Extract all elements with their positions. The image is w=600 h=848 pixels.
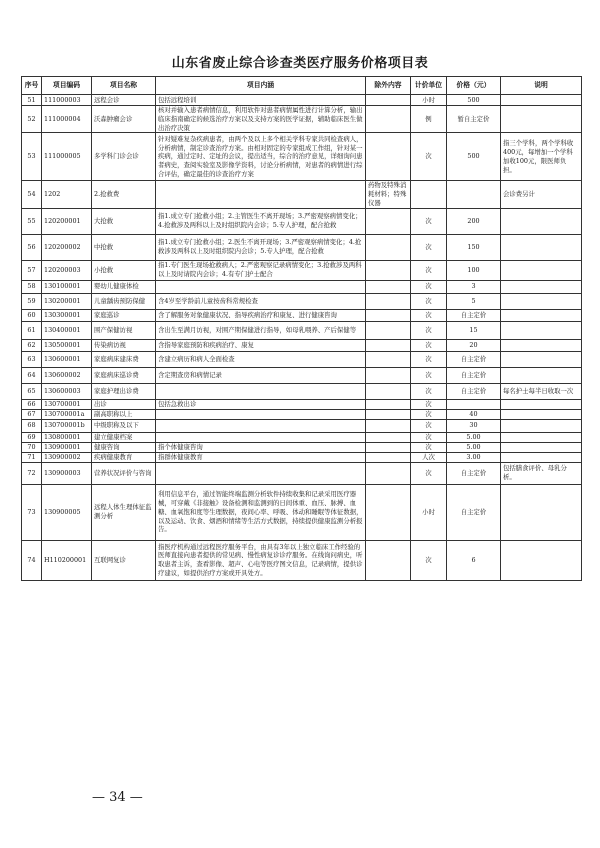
cell-price: 150 (447, 234, 501, 260)
cell-code: 111000004 (42, 106, 92, 133)
cell-content (156, 432, 366, 442)
cell-note (501, 540, 582, 580)
cell-unit: 小时 (411, 484, 447, 540)
cell-seq: 73 (22, 484, 42, 540)
cell-seq: 55 (22, 208, 42, 234)
cell-name: 营养状况评价与咨询 (92, 462, 156, 484)
header-name: 项目名称 (92, 77, 156, 95)
table-row (22, 106, 582, 133)
cell-code: 130700001a (42, 409, 92, 419)
cell-code: 130700001 (42, 399, 92, 409)
cell-unit (411, 181, 447, 208)
cell-seq: 54 (22, 181, 42, 208)
cell-code: 120200001 (42, 208, 92, 234)
cell-content: 含定期查房和病情记录 (156, 367, 366, 383)
header-unit: 计价单位 (411, 77, 447, 95)
cell-code: 130900005 (42, 484, 92, 540)
cell-content (156, 181, 366, 208)
cell-name: 沃森肿瘤会诊 (92, 106, 156, 133)
cell-seq: 67 (22, 409, 42, 419)
cell-code: 130100001 (42, 280, 92, 293)
cell-excluded (366, 442, 411, 452)
cell-code: 130400001 (42, 321, 92, 339)
table-row (22, 399, 582, 409)
cell-seq: 58 (22, 280, 42, 293)
table-row (22, 452, 582, 462)
table-row (22, 280, 582, 293)
table-row (22, 409, 582, 419)
table-row (22, 260, 582, 280)
cell-unit: 次 (411, 339, 447, 351)
cell-excluded: 药物及特殊消耗材料；特殊仪器 (366, 181, 411, 208)
cell-seq: 68 (22, 419, 42, 432)
cell-note (501, 442, 582, 452)
cell-note (501, 484, 582, 540)
cell-code: 130600003 (42, 383, 92, 399)
cell-price: 自主定价 (447, 484, 501, 540)
header-price: 价格（元） (447, 77, 501, 95)
cell-unit: 次 (411, 442, 447, 452)
cell-content: 包括急救出诊 (156, 399, 366, 409)
cell-unit: 次 (411, 351, 447, 367)
cell-price: 自主定价 (447, 351, 501, 367)
cell-seq: 71 (22, 452, 42, 462)
cell-excluded (366, 383, 411, 399)
header-code: 项目编码 (42, 77, 92, 95)
cell-excluded (366, 351, 411, 367)
cell-note (501, 95, 582, 106)
table-row (22, 133, 582, 181)
price-table (21, 76, 582, 581)
cell-content: 含了解服务对象健康状况、指导疾病治疗和康复、进行健康咨询 (156, 309, 366, 321)
cell-excluded (366, 280, 411, 293)
cell-price: 6 (447, 540, 501, 580)
cell-code: 130700001b (42, 419, 92, 432)
cell-name: 家庭巡诊 (92, 309, 156, 321)
cell-seq: 72 (22, 462, 42, 484)
cell-code: 130300001 (42, 309, 92, 321)
cell-note (501, 208, 582, 234)
cell-price: 500 (447, 133, 501, 181)
cell-excluded (366, 540, 411, 580)
cell-seq: 66 (22, 399, 42, 409)
cell-excluded (366, 309, 411, 321)
cell-excluded (366, 321, 411, 339)
cell-unit: 次 (411, 234, 447, 260)
cell-note (501, 367, 582, 383)
cell-content: 核对并输入患者病情信息，利用软件对患者病情属性进行计算分析，输出临床指南确定的候选治疗方案以及支持方案的医学证据，辅助临床医生做出治疗决策 (156, 106, 366, 133)
cell-excluded (366, 106, 411, 133)
cell-excluded (366, 260, 411, 280)
cell-note (501, 321, 582, 339)
cell-unit: 次 (411, 309, 447, 321)
cell-name: 传染病访视 (92, 339, 156, 351)
cell-unit: 次 (411, 432, 447, 442)
cell-code: 130500001 (42, 339, 92, 351)
cell-content (156, 383, 366, 399)
cell-excluded (366, 399, 411, 409)
cell-unit: 次 (411, 208, 447, 234)
cell-name: 出诊 (92, 399, 156, 409)
cell-note: 指三个学科，两个学科收400元，每增加一个学科加收100元，限医师负担。 (501, 133, 582, 181)
cell-price: 15 (447, 321, 501, 339)
cell-content (156, 280, 366, 293)
cell-note (501, 339, 582, 351)
cell-code: 120200003 (42, 260, 92, 280)
cell-price: 5.00 (447, 432, 501, 442)
cell-note (501, 351, 582, 367)
cell-seq: 69 (22, 432, 42, 442)
cell-content: 指1.成立专门抢救小组；2.医生不离开现场；3.严密观察病情变化；4.抢救涉及两科以上及时组织院内会诊；5.专人护理，配合抢救 (156, 234, 366, 260)
cell-name: 远程会诊 (92, 95, 156, 106)
cell-name: 中抢救 (92, 234, 156, 260)
cell-note (501, 280, 582, 293)
table-row (22, 95, 582, 106)
table-row (22, 442, 582, 452)
cell-name: 婴幼儿健康体检 (92, 280, 156, 293)
cell-price: 自主定价 (447, 462, 501, 484)
cell-excluded (366, 432, 411, 442)
page-title: 山东省废止综合诊查类医疗服务价格项目表 (171, 56, 429, 71)
cell-content (156, 462, 366, 484)
cell-note (501, 260, 582, 280)
cell-seq: 56 (22, 234, 42, 260)
cell-price: 自主定价 (447, 383, 501, 399)
cell-note: 会诊费另计 (501, 181, 582, 208)
cell-price: 200 (447, 208, 501, 234)
cell-note (501, 409, 582, 419)
cell-content: 指1.专门医生现场抢救病人；2.严密观察记录病情变化；3.抢救涉及两科以上及时请院内会诊；4.有专门护士配合 (156, 260, 366, 280)
cell-note: 包括膳食评价、母乳分析。 (501, 462, 582, 484)
cell-price: 100 (447, 260, 501, 280)
cell-code: 120200002 (42, 234, 92, 260)
cell-seq: 59 (22, 293, 42, 309)
cell-seq: 53 (22, 133, 42, 181)
header-excluded: 除外内容 (366, 77, 411, 95)
cell-note (501, 106, 582, 133)
cell-code: 111000003 (42, 95, 92, 106)
cell-unit: 次 (411, 260, 447, 280)
cell-content: 含指导家庭预防和疾病治疗、康复 (156, 339, 366, 351)
table-row (22, 432, 582, 442)
cell-content: 含4岁至学龄前儿童按齿科常规检查 (156, 293, 366, 309)
cell-unit: 次 (411, 367, 447, 383)
cell-name: 家庭病床巡诊费 (92, 367, 156, 383)
cell-code: 130900003 (42, 462, 92, 484)
cell-name: 家庭护理出诊费 (92, 383, 156, 399)
cell-note (501, 234, 582, 260)
cell-unit: 次 (411, 293, 447, 309)
cell-name: 建立健康档案 (92, 432, 156, 442)
cell-price: 5 (447, 293, 501, 309)
cell-content (156, 419, 366, 432)
cell-name: 2.抢救费 (92, 181, 156, 208)
table-row (22, 321, 582, 339)
cell-excluded (366, 419, 411, 432)
cell-content: 指群体健康教育 (156, 452, 366, 462)
table-header-row (22, 77, 582, 95)
table-row (22, 293, 582, 309)
cell-name: 家庭病床建床费 (92, 351, 156, 367)
cell-code: 111000005 (42, 133, 92, 181)
cell-unit: 次 (411, 409, 447, 419)
cell-name: 大抢救 (92, 208, 156, 234)
cell-seq: 74 (22, 540, 42, 580)
cell-seq: 70 (22, 442, 42, 452)
cell-excluded (366, 339, 411, 351)
cell-seq: 63 (22, 351, 42, 367)
cell-code: 130600002 (42, 367, 92, 383)
cell-name: 中级职称及以下 (92, 419, 156, 432)
cell-seq: 57 (22, 260, 42, 280)
cell-excluded (366, 452, 411, 462)
cell-price: 3.00 (447, 452, 501, 462)
cell-price: 30 (447, 419, 501, 432)
table-row (22, 351, 582, 367)
cell-name: 健康咨询 (92, 442, 156, 452)
cell-name: 小抢救 (92, 260, 156, 280)
cell-name: 互联网复诊 (92, 540, 156, 580)
table-row (22, 339, 582, 351)
cell-unit: 小时 (411, 95, 447, 106)
cell-name: 副高职称以上 (92, 409, 156, 419)
cell-price: 5.00 (447, 442, 501, 452)
header-seq: 序号 (22, 77, 42, 95)
cell-seq: 64 (22, 367, 42, 383)
cell-excluded (366, 208, 411, 234)
cell-code: 130900002 (42, 452, 92, 462)
cell-price (447, 399, 501, 409)
cell-excluded (366, 293, 411, 309)
cell-seq: 52 (22, 106, 42, 133)
table-row (22, 367, 582, 383)
cell-name: 围产保健访视 (92, 321, 156, 339)
cell-name: 多学科门诊会诊 (92, 133, 156, 181)
cell-content (156, 409, 366, 419)
cell-excluded (366, 133, 411, 181)
cell-price: 3 (447, 280, 501, 293)
cell-unit: 例 (411, 106, 447, 133)
cell-content: 利用信息平台，通过智能终端监测分析软件持续收集和记录采用医疗器械，可穿戴《非接触》设备检测和监测到的日间体重、血压、脉搏、血糖、血氧饱和度等生理数据，夜间心率、呼吸、体动和睡眠等体征数据，以及运动、饮食、烟酒和情绪等生活方式数据，持续提供健康监测分析报告。 (156, 484, 366, 540)
table-row (22, 208, 582, 234)
cell-unit: 次 (411, 280, 447, 293)
cell-content: 指个体健康咨询 (156, 442, 366, 452)
cell-note (501, 293, 582, 309)
cell-content: 含建立病历和病人全面检查 (156, 351, 366, 367)
cell-price: 自主定价 (447, 367, 501, 383)
table-row (22, 419, 582, 432)
cell-seq: 51 (22, 95, 42, 106)
cell-seq: 61 (22, 321, 42, 339)
cell-excluded (366, 462, 411, 484)
cell-unit: 人次 (411, 452, 447, 462)
table-row (22, 309, 582, 321)
cell-price: 暂自主定价 (447, 106, 501, 133)
cell-unit: 次 (411, 399, 447, 409)
cell-code: H110200001 (42, 540, 92, 580)
cell-name: 儿童龋齿预防保健 (92, 293, 156, 309)
cell-unit: 次 (411, 462, 447, 484)
cell-excluded (366, 409, 411, 419)
cell-note (501, 452, 582, 462)
cell-note (501, 399, 582, 409)
cell-excluded (366, 367, 411, 383)
cell-price: 20 (447, 339, 501, 351)
header-content: 项目内涵 (156, 77, 366, 95)
cell-unit: 次 (411, 383, 447, 399)
cell-unit: 次 (411, 419, 447, 432)
cell-content: 指1.成立专门抢救小组；2.主管医生不离开现场；3.严密观察病情变化；4.抢救涉及两科以上及时组织院内会诊；5.专人护理，配合抢救 (156, 208, 366, 234)
cell-content: 含出生至满月访视，对围产期保健进行指导，如母乳喂养、产后保健等 (156, 321, 366, 339)
cell-note (501, 419, 582, 432)
page-number: — 34 — (92, 790, 143, 805)
cell-name: 疾病健康教育 (92, 452, 156, 462)
cell-excluded (366, 484, 411, 540)
cell-note (501, 309, 582, 321)
cell-content: 针对疑难复杂疾病患者，由两个及以上多个相关学科专家共同检查病人，分析病情，制定诊查治疗方案。由相对固定的专家组成工作组，针对某一疾病，通过定时、定址的会议，提出适当，综合的治疗意见，详细询问患者病史，查阅实验室及影像学资料，讨论分析病情，对患者的病情进行综合评估，确定最佳的诊查治疗方案 (156, 133, 366, 181)
table-row (22, 462, 582, 484)
cell-code: 130600001 (42, 351, 92, 367)
cell-price: 自主定价 (447, 309, 501, 321)
cell-unit: 次 (411, 133, 447, 181)
table-row (22, 383, 582, 399)
cell-excluded (366, 234, 411, 260)
table-row (22, 234, 582, 260)
table-row (22, 484, 582, 540)
cell-price: 500 (447, 95, 501, 106)
cell-code: 130900001 (42, 442, 92, 452)
header-note: 说明 (501, 77, 582, 95)
cell-note (501, 432, 582, 442)
cell-price: 40 (447, 409, 501, 419)
cell-seq: 60 (22, 309, 42, 321)
cell-content: 指医疗机构通过远程医疗服务平台，由具有3年以上独立临床工作经验的医师直接向患者提供的常见病、慢性病复诊诊疗服务。在线询问病史，听取患者主诉，查看影像、超声、心电等医疗图文信息，记录病情，提供诊疗建议，如提供治疗方案或开具处方。 (156, 540, 366, 580)
cell-seq: 65 (22, 383, 42, 399)
cell-unit: 次 (411, 321, 447, 339)
cell-excluded (366, 95, 411, 106)
cell-code: 1202 (42, 181, 92, 208)
cell-content: 包括远程培训 (156, 95, 366, 106)
cell-seq: 62 (22, 339, 42, 351)
table-row (22, 181, 582, 208)
cell-price (447, 181, 501, 208)
cell-code: 130200001 (42, 293, 92, 309)
cell-unit: 次 (411, 540, 447, 580)
cell-code: 130800001 (42, 432, 92, 442)
cell-name: 远程人体生理体征监测分析 (92, 484, 156, 540)
cell-note: 每名护士每半日收取一次 (501, 383, 582, 399)
table-row (22, 540, 582, 580)
